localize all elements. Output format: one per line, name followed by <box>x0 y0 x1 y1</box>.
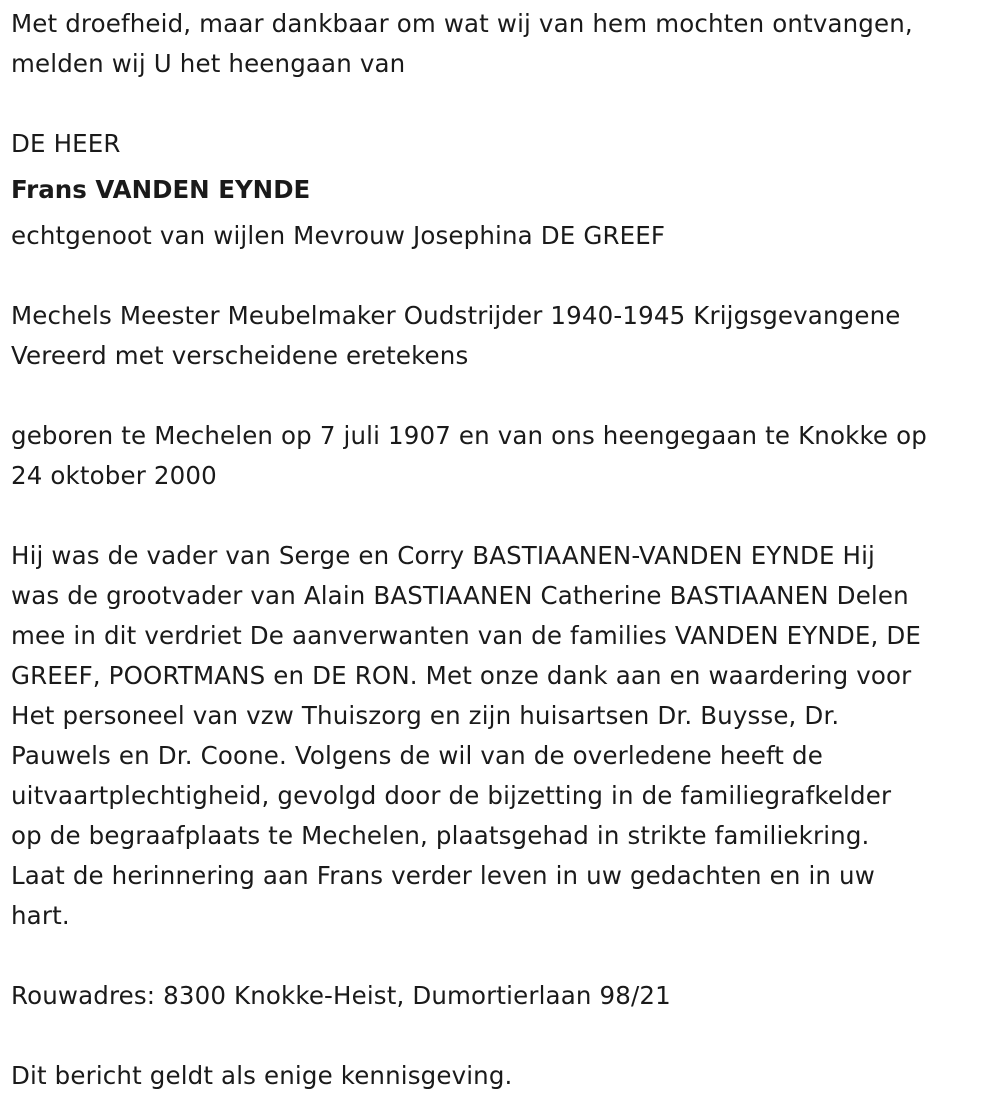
family-line: GREEF, POORTMANS en DE RON. Met onze dank aan en waardering voor <box>11 661 912 690</box>
dates-line: geboren te Mechelen op 7 juli 1907 en van ons heengegaan te Knokke op <box>11 421 927 450</box>
deceased-name: Frans VANDEN EYNDE <box>11 175 311 204</box>
profession-line: Mechels Meester Meubelmaker Oudstrijder 1940-1945 Krijgsgevangene <box>11 301 901 330</box>
family-line: uitvaartplechtigheid, gevolgd door de bijzetting in de familiegrafkelder <box>11 781 892 810</box>
mourning-address: Rouwadres: 8300 Knokke-Heist, Dumortierlaan 98/21 <box>11 981 671 1010</box>
closing-paragraph <box>11 1056 990 1096</box>
dates-line: 24 oktober 2000 <box>11 461 217 490</box>
address-paragraph <box>11 976 990 1016</box>
family-line: op de begraafplaats te Mechelen, plaatsgehad in strikte familiekring. <box>11 821 870 850</box>
profession-paragraph <box>11 296 990 376</box>
honors-line: Vereerd met verscheidene eretekens <box>11 341 469 370</box>
family-line: Het personeel van vzw Thuiszorg en zijn huisartsen Dr. Buysse, Dr. <box>11 701 840 730</box>
spouse-line: echtgenoot van wijlen Mevrouw Josephina DE GREEF <box>11 221 666 250</box>
intro-line: melden wij U het heengaan van <box>11 49 406 78</box>
family-line: Pauwels en Dr. Coone. Volgens de wil van de overledene heeft de <box>11 741 823 770</box>
honorific-title: DE HEER <box>11 129 121 158</box>
intro-paragraph <box>11 4 990 84</box>
deceased-header <box>11 124 990 256</box>
family-line: mee in dit verdriet De aanverwanten van de families VANDEN EYNDE, DE <box>11 621 922 650</box>
family-paragraph <box>11 536 990 936</box>
closing-line: Dit bericht geldt als enige kennisgeving. <box>11 1061 513 1090</box>
family-line: hart. <box>11 901 70 930</box>
family-line: was de grootvader van Alain BASTIAANEN Catherine BASTIAANEN Delen <box>11 581 909 610</box>
dates-paragraph <box>11 416 990 496</box>
intro-line: Met droefheid, maar dankbaar om wat wij van hem mochten ontvangen, <box>11 9 913 38</box>
family-line: Hij was de vader van Serge en Corry BASTIAANEN-VANDEN EYNDE Hij <box>11 541 876 570</box>
family-line: Laat de herinnering aan Frans verder leven in uw gedachten en in uw <box>11 861 875 890</box>
